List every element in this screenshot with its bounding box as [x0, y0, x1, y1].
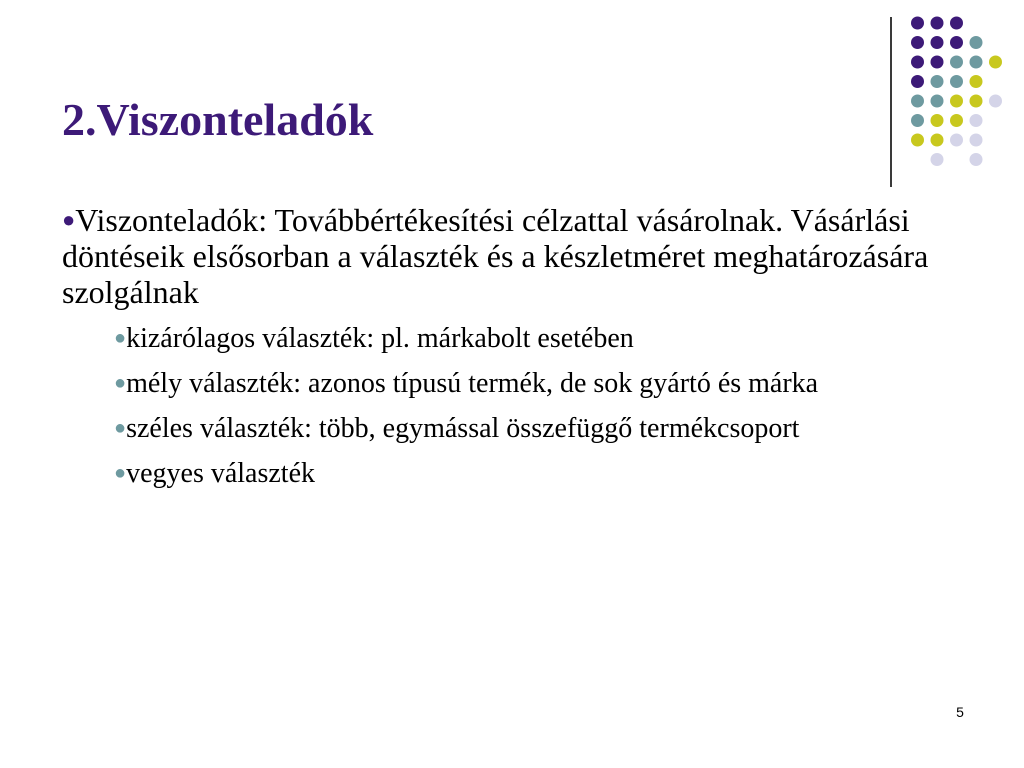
decorative-dot	[970, 36, 983, 49]
decorative-dot	[950, 134, 963, 147]
decorative-dot	[970, 134, 983, 147]
decorative-dot	[931, 134, 944, 147]
vertical-divider	[890, 17, 892, 187]
sub-bullet-text: vegyes választék	[126, 458, 316, 489]
decorative-dot	[931, 56, 944, 69]
sub-bullet-text: kizárólagos választék: pl. márkabolt esetében	[126, 323, 634, 354]
sub-bullet-item	[114, 322, 962, 355]
decorative-dot	[931, 17, 944, 30]
sub-bullet-icon: ●	[114, 327, 127, 349]
decorative-dot	[911, 17, 924, 30]
decorative-dot	[989, 95, 1002, 108]
decorative-dot	[950, 56, 963, 69]
decorative-dot	[989, 56, 1002, 69]
sub-bullet-icon: ●	[114, 372, 127, 394]
decorative-dot	[931, 95, 944, 108]
main-bullet-text: Viszonteladók: Továbbértékesítési célzattal vásárolnak. Vásárlási döntéseik elsősorban a választék és a készletméret meghatározására szolgálnak	[62, 202, 929, 310]
decorative-dot	[931, 36, 944, 49]
decorative-dot	[970, 56, 983, 69]
decorative-dot	[950, 36, 963, 49]
slide-title: 2.Viszonteladók	[62, 94, 374, 145]
decorative-dot	[911, 134, 924, 147]
sub-bullet-icon: ●	[114, 417, 127, 439]
decorative-dot	[911, 75, 924, 88]
sub-bullet-text: mély választék: azonos típusú termék, de sok gyártó és márka	[126, 368, 819, 399]
sub-bullet-list	[62, 322, 962, 490]
decorative-dot	[911, 95, 924, 108]
decorative-dot	[911, 36, 924, 49]
decorative-dot	[950, 95, 963, 108]
decorative-dot	[970, 75, 983, 88]
main-bullet-point	[62, 202, 962, 310]
decorative-dot	[931, 75, 944, 88]
page-number: 5	[956, 704, 964, 720]
sub-bullet-item	[114, 457, 962, 490]
decorative-dot	[970, 95, 983, 108]
sub-bullet-item	[114, 412, 962, 445]
decorative-dot	[950, 17, 963, 30]
decorative-dot	[911, 56, 924, 69]
decorative-dot	[911, 114, 924, 127]
decorative-dot	[931, 114, 944, 127]
decorative-dot	[950, 75, 963, 88]
decorative-dot	[970, 153, 983, 166]
slide-content	[62, 202, 962, 502]
decorative-dot	[970, 114, 983, 127]
sub-bullet-text: széles választék: több, egymással összefüggő termékcsoport	[126, 413, 800, 444]
decorative-dot	[931, 153, 944, 166]
bullet-icon: ●	[62, 207, 76, 232]
sub-bullet-item	[114, 367, 962, 400]
decorative-dot	[950, 114, 963, 127]
sub-bullet-icon: ●	[114, 462, 127, 484]
